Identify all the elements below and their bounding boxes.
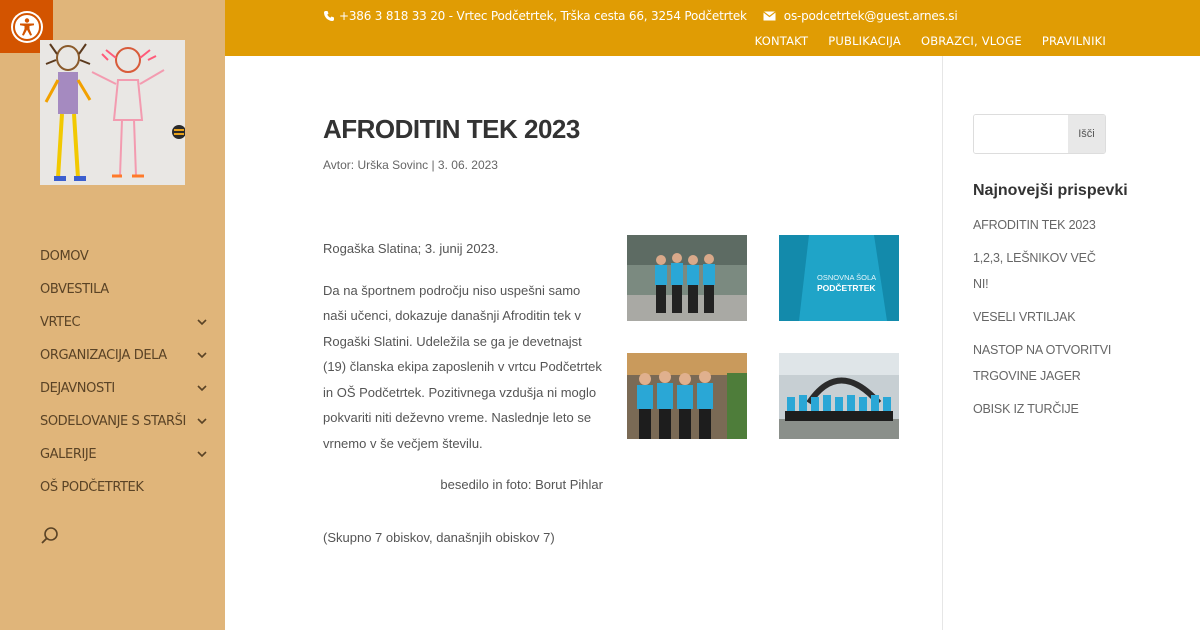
gallery-image[interactable] xyxy=(779,353,899,439)
nav-item-os-podcetrtek[interactable] xyxy=(40,471,210,504)
shirt-text: OSNOVNA ŠOLA xyxy=(817,273,877,282)
chevron-down-icon[interactable] xyxy=(194,315,210,331)
accessibility-icon xyxy=(11,11,43,43)
chevron-down-icon[interactable] xyxy=(194,447,210,463)
post-title: AFRODITIN TEK 2023 xyxy=(323,114,580,144)
recent-post-link[interactable]: AFRODITIN TEK 2023 xyxy=(973,218,1096,232)
post-meta: Avtor: Urška Sovinc | 3. 06. 2023 xyxy=(323,158,498,172)
recent-post-link[interactable]: NASTOP NA OTVORITVI TRGOVINE JAGER xyxy=(973,343,1112,383)
nav-item-label: OŠ PODČETRTEK xyxy=(40,480,144,495)
gallery-image[interactable] xyxy=(627,353,747,439)
nav-item-label: OBVESTILA xyxy=(40,282,109,297)
nav-item-label: DEJAVNOSTI xyxy=(40,381,115,396)
main-navigation xyxy=(40,240,210,504)
content-divider xyxy=(942,56,943,630)
nav-item-galerije[interactable] xyxy=(40,438,210,471)
search-input[interactable] xyxy=(974,115,1068,153)
nav-item-label: DOMOV xyxy=(40,249,89,264)
post-paragraph: Rogaška Slatina; 3. junij 2023. xyxy=(323,241,499,256)
shirt-text: PODČETRTEK xyxy=(817,283,876,293)
post-paragraph: Da na športnem področju niso uspešni samo naši učenci, dokazuje današnji Afroditin tek v Rogaški Slatini. Udeležila se ga je devetnajst (19) članska ekipa zaposlenih v vrtcu Podčetrtek in OŠ Podčetrtek. Pozitivnega vzdušja ni moglo pokvariti niti deževno vreme. Naslednje leto se vrnemo v še večjem številu. xyxy=(323,282,602,451)
photo-credit: besedilo in foto: Borut Pihlar xyxy=(440,477,603,492)
nav-item-dejavnosti[interactable] xyxy=(40,372,210,405)
top-menu-pravilniki[interactable]: PRAVILNIKI xyxy=(1041,34,1106,48)
recent-posts-list xyxy=(973,212,1113,429)
top-menu-publikacija[interactable]: PUBLIKACIJA xyxy=(828,34,901,48)
nav-item-label: GALERIJE xyxy=(40,447,97,462)
nav-item-obvestila[interactable] xyxy=(40,273,210,306)
chevron-down-icon[interactable] xyxy=(194,348,210,364)
top-menu-obrazci-vloge[interactable]: OBRAZCI, VLOGE xyxy=(920,34,1022,48)
chevron-down-icon[interactable] xyxy=(194,381,210,397)
gallery-image[interactable] xyxy=(779,235,899,321)
nav-item-vrtec[interactable] xyxy=(40,306,210,339)
recent-post-link[interactable]: VESELI VRTILJAK xyxy=(973,310,1076,324)
email-link[interactable]: os-podcetrtek@guest.arnes.si xyxy=(783,9,958,23)
top-menu xyxy=(755,34,1106,48)
main-content xyxy=(225,56,942,630)
email-icon xyxy=(763,11,776,21)
left-sidebar xyxy=(0,0,225,630)
nav-item-label: ORGANIZACIJA DELA xyxy=(40,348,167,363)
site-logo[interactable] xyxy=(40,40,185,185)
phone-icon xyxy=(323,10,335,22)
post-body xyxy=(323,236,603,514)
search-button[interactable]: Išči xyxy=(1068,115,1105,153)
nav-item-organizacija-dela[interactable] xyxy=(40,339,210,372)
phone-address-text: +386 3 818 33 20 - Vrtec Podčetrtek, Trška cesta 66, 3254 Podčetrtek xyxy=(339,9,747,23)
nav-item-label: SODELOVANJE S STARŠI xyxy=(40,414,186,429)
nav-item-sodelovanje-s-starsi[interactable] xyxy=(40,405,210,438)
recent-post-link[interactable]: 1,2,3, LEŠNIKOV VEČ NI! xyxy=(973,251,1096,291)
search-icon[interactable] xyxy=(40,526,60,546)
sidebar-search xyxy=(973,114,1106,154)
nav-item-label: VRTEC xyxy=(40,315,81,330)
contact-info xyxy=(323,9,957,23)
gallery-image[interactable] xyxy=(627,235,747,321)
top-menu-kontakt[interactable]: KONTAKT xyxy=(754,34,809,48)
recent-post-link[interactable]: OBISK IZ TURČIJE xyxy=(973,402,1079,416)
top-header xyxy=(225,0,1200,56)
widget-title: Najnovejši prispevki xyxy=(973,182,1128,199)
chevron-down-icon[interactable] xyxy=(194,414,210,430)
visit-counter: (Skupno 7 obiskov, današnjih obiskov 7) xyxy=(323,530,555,545)
nav-item-domov[interactable] xyxy=(40,240,210,273)
